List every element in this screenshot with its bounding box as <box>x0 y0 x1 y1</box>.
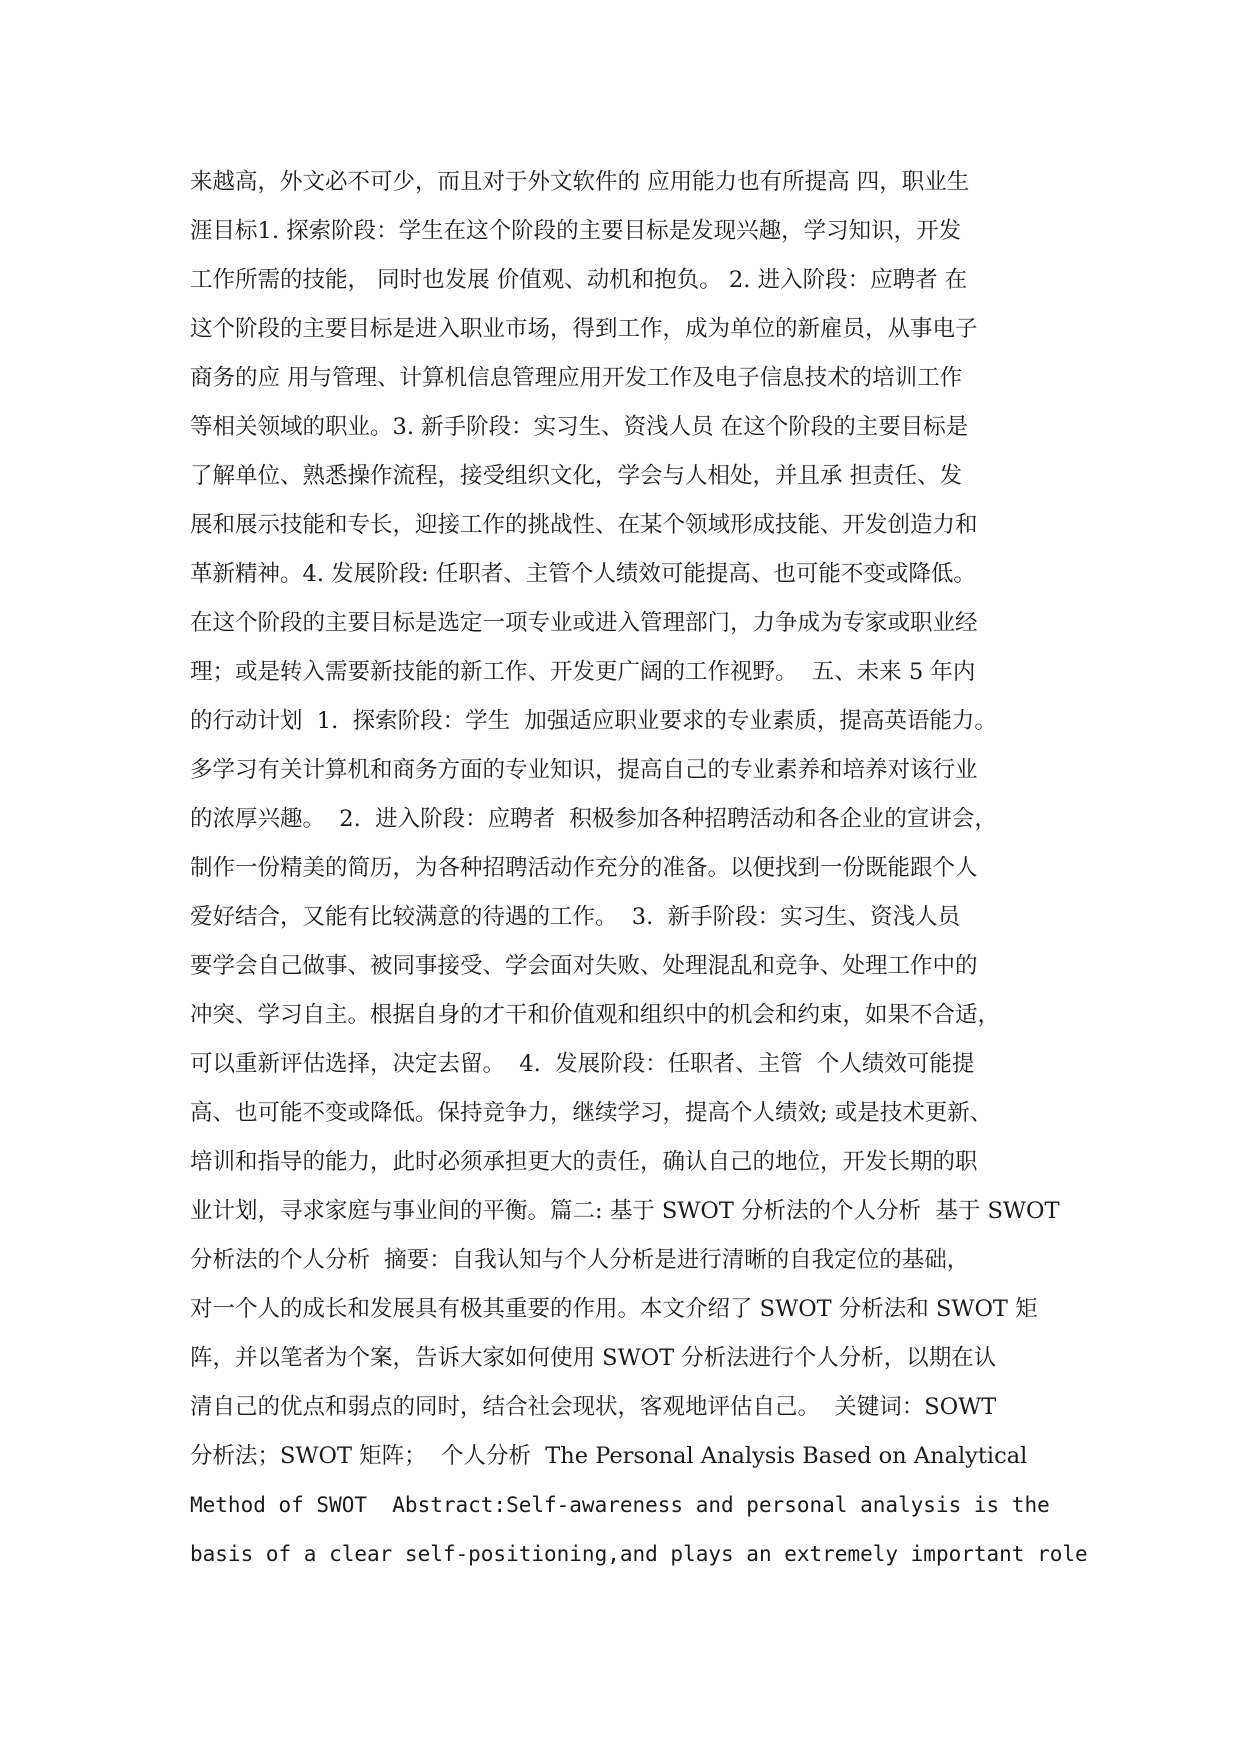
text-line: 了解单位、熟悉操作流程，接受组织文化，学会与人相处，并且承 担责任、发 <box>190 463 963 489</box>
text-line: 等相关领域的职业。3. 新手阶段：实习生、资浅人员 在这个阶段的主要目标是 <box>190 414 969 440</box>
text-line: 来越高，外文必不可少，而且对于外文软件的 应用能力也有所提高 四，职业生 <box>190 169 970 195</box>
text-line: 革新精神。4. 发展阶段: 任职者、主管个人绩效可能提高、也可能不变或降低。 <box>190 561 976 587</box>
text-line: 商务的应 用与管理、计算机信息管理应用开发工作及电子信息技术的培训工作 <box>190 365 963 391</box>
text-line: 多学习有关计算机和商务方面的专业知识，提高自己的专业素养和培养对该行业 <box>190 757 978 783</box>
text-line: 涯目标1. 探索阶段：学生在这个阶段的主要目标是发现兴趣，学习知识，开发 <box>190 218 962 244</box>
text-line: 业计划，寻求家庭与事业间的平衡。篇二: 基于 SWOT 分析法的个人分析 基于 SWOT <box>190 1198 1060 1224</box>
text-line: 分析法；SWOT 矩阵； 个人分析 The Personal Analysis Based on Analytical <box>190 1443 1028 1469</box>
text-line: 冲突、学习自主。根据自身的才干和价值观和组织中的机会和约束，如果不合适， <box>190 1002 1001 1028</box>
text-line: 对一个人的成长和发展具有极其重要的作用。本文介绍了 SWOT 分析法和 SWOT 矩 <box>190 1296 1038 1322</box>
text-line: 可以重新评估选择，决定去留。 4. 发展阶段：任职者、主管 个人绩效可能提 <box>190 1051 975 1077</box>
text-line: 展和展示技能和专长，迎接工作的挑战性、在某个领域形成技能、开发创造力和 <box>190 512 978 538</box>
text-line: 这个阶段的主要目标是进入职业市场，得到工作，成为单位的新雇员，从事电子 <box>190 316 978 342</box>
text-line: 的浓厚兴趣。 2. 进入阶段：应聘者 积极参加各种招聘活动和各企业的宣讲会， <box>190 806 997 832</box>
text-line: 培训和指导的能力，此时必须承担更大的责任，确认自己的地位，开发长期的职 <box>190 1149 978 1175</box>
text-line: 的行动计划 1. 探索阶段：学生 加强适应职业要求的专业素质，提高英语能力。 <box>190 708 997 734</box>
text-line: 爱好结合，又能有比较满意的待遇的工作。 3. 新手阶段：实习生、资浅人员 <box>190 904 961 930</box>
text-line: basis of a clear self-positioning,and plays an extremely important role <box>190 1542 1088 1566</box>
text-line: 在这个阶段的主要目标是选定一项专业或进入管理部门，力争成为专家或职业经 <box>190 610 978 636</box>
text-line: 分析法的个人分析 摘要：自我认知与个人分析是进行清晰的自我定位的基础， <box>190 1247 970 1273</box>
text-line: 工作所需的技能， 同时也发展 价值观、动机和抱负。 2. 进入阶段：应聘者 在 <box>190 267 968 293</box>
text-line: 阵，并以笔者为个案，告诉大家如何使用 SWOT 分析法进行个人分析，以期在认 <box>190 1345 997 1371</box>
text-line: 要学会自己做事、被同事接受、学会面对失败、处理混乱和竞争、处理工作中的 <box>190 953 978 979</box>
text-line: 高、也可能不变或降低。保持竞争力，继续学习，提高个人绩效; 或是技术更新、 <box>190 1100 993 1126</box>
text-line: 理；或是转入需要新技能的新工作、开发更广阔的工作视野。 五、未来 5 年内 <box>190 659 976 685</box>
text-line: 清自己的优点和弱点的同时，结合社会现状，客观地评估自己。 关键词：SOWT <box>190 1394 997 1420</box>
text-line: 制作一份精美的简历，为各种招聘活动作充分的准备。以便找到一份既能跟个人 <box>190 855 978 881</box>
text-line: Method of SWOT Abstract:Self-awareness and personal analysis is the <box>190 1493 1050 1517</box>
body-text <box>190 158 1088 1579</box>
